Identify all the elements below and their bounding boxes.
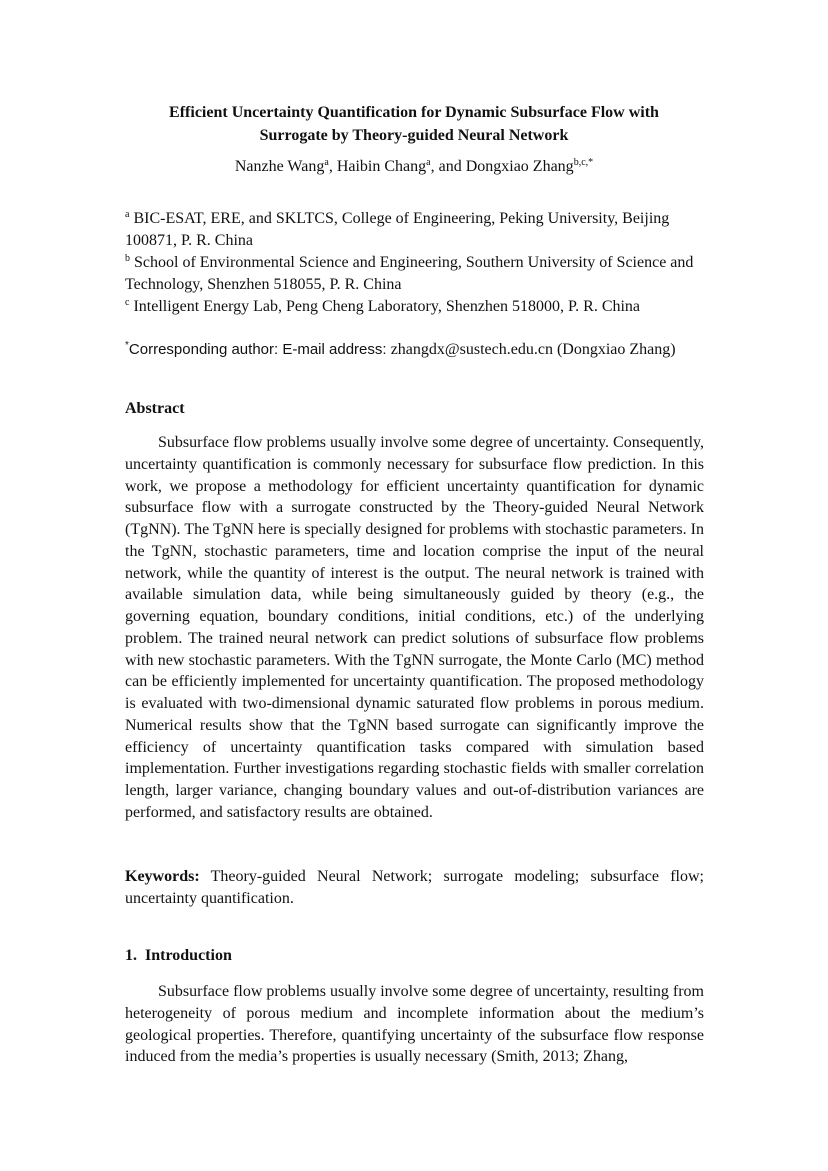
corresponding-mark: * [125, 340, 129, 351]
affiliation-item [125, 296, 704, 318]
title-line-2: Surrogate by Theory-guided Neural Network [259, 127, 569, 144]
introduction-heading: 1. Introduction [125, 947, 232, 964]
affiliation-text: BIC-ESAT, ERE, and SKLTCS, College of Engineering, Peking University, Beijing 100871, P. R. China [125, 210, 670, 249]
affiliation-item [125, 252, 704, 296]
affiliation-text: School of Environmental Science and Engineering, Southern University of Science and Technology, Shenzhen 518055, P. R. China [125, 254, 694, 293]
author-name: Haibin Chang [336, 158, 427, 175]
keywords [125, 866, 704, 910]
author-separator: , and [430, 158, 466, 175]
abstract-heading: Abstract [125, 400, 185, 417]
paper-title [110, 101, 718, 147]
affiliation-list [125, 208, 704, 318]
corresponding-label: Corresponding author: E-mail address: [128, 341, 391, 358]
affiliation-item [125, 208, 704, 252]
author-name: Dongxiao Zhang [465, 158, 574, 175]
corresponding-name: (Dongxiao Zhang) [552, 341, 676, 358]
keywords-label: Keywords: [125, 868, 200, 885]
affiliation-mark: c [125, 297, 130, 308]
author-name: Nanzhe Wang [234, 158, 325, 175]
keywords-text: Theory-guided Neural Network; surrogate modeling; subsurface flow; uncertainty quantification. [125, 868, 704, 907]
corresponding-author [125, 339, 704, 361]
introduction-body: Subsurface flow problems usually involve some degree of uncertainty, resulting from heterogeneity of porous medium and incomplete information about the medium’s geological properties. Therefore, quantifying uncertainty of the subsurface flow response induced from the media’s properties is usually necessary (Smith, 2013; Zhang, [125, 983, 704, 1066]
author-list [110, 156, 718, 178]
author-affiliation-mark: a [324, 157, 329, 168]
author-affiliation-mark: b,c,* [573, 157, 594, 168]
affiliation-text: Intelligent Energy Lab, Peng Cheng Laboratory, Shenzhen 518000, P. R. China [129, 298, 641, 315]
affiliation-mark: a [125, 209, 130, 220]
affiliation-mark: b [125, 253, 130, 264]
author-affiliation-mark: a [426, 157, 431, 168]
corresponding-email[interactable]: zhangdx@sustech.edu.cn [390, 341, 553, 358]
abstract-body: Subsurface flow problems usually involve some degree of uncertainty. Consequently, uncertainty quantification is commonly necessary for subsurface flow prediction. In this work, we propose a methodology for efficient uncertainty quantification for dynamic subsurface flow with a surrogate constructed by the Theory-guided Neural Network (TgNN). The TgNN here is specially designed for problems with stochastic parameters. In the TgNN, stochastic parameters, time and location comprise the input of the neural network, while the quantity of interest is the output. The neural network is trained with available simulation data, while being simultaneously guided by theory (e.g., the governing equation, boundary conditions, initial conditions, etc.) of the underlying problem. The trained neural network can predict solutions of subsurface flow problems with new stochastic parameters. With the TgNN surrogate, the Monte Carlo (MC) method can be efficiently implemented for uncertainty quantification. The proposed methodology is evaluated with two-dimensional dynamic saturated flow problems in porous medium. Numerical results show that the TgNN based surrogate can significantly improve the efficiency of uncertainty quantification tasks compared with simulation based implementation. Further investigations regarding stochastic fields with smaller correlation length, larger variance, changing boundary values and out-of-distribution variances are performed, and satisfactory results are obtained. [125, 434, 704, 821]
author-separator: , [328, 158, 337, 175]
title-line-1: Efficient Uncertainty Quantification for Dynamic Subsurface Flow with [169, 104, 659, 121]
